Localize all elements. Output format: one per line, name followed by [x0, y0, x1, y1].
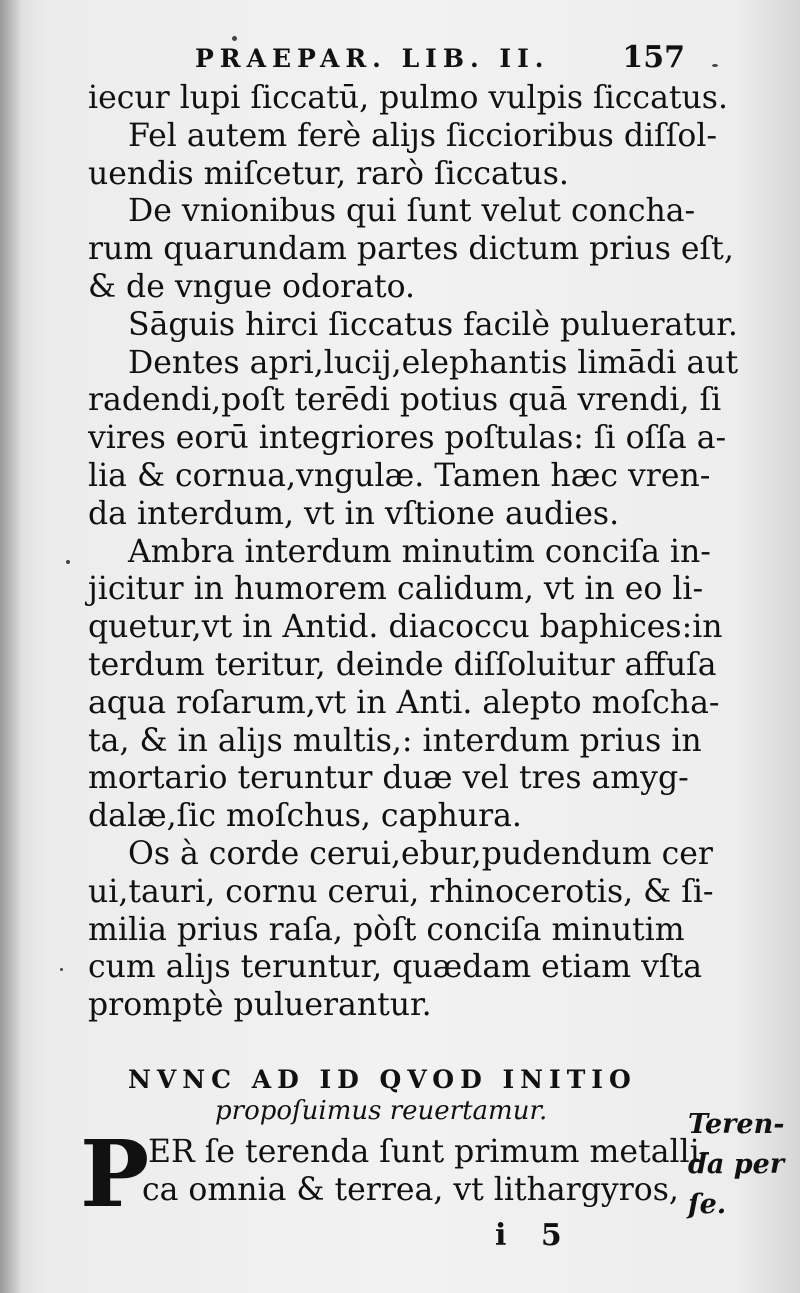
text-line: De vnionibus qui ſunt velut concha- [128, 193, 696, 230]
body-text [88, 80, 739, 1025]
section-heading: NVNC AD ID QVOD INITIO [128, 1065, 637, 1094]
text-line: Os à corde cerui,ebur,pudendum cer [128, 835, 713, 872]
text-line: terdum teritur, deinde diſſoluitur affuſa [88, 646, 717, 683]
text-line: rum quarundam partes dictum prius eſt, [88, 231, 734, 268]
marginal-note-line: ſe. [688, 1189, 727, 1220]
signature-mark: i 5 [495, 1218, 574, 1253]
text-line: iecur lupi ſiccatū, pulmo vulpis ſiccatus. [88, 80, 728, 116]
page-number: 157 [622, 40, 685, 75]
text-line: da interdum, vt in vſtione audies. [88, 495, 620, 532]
text-line: aqua roſarum,vt in Anti. alepto moſcha- [88, 684, 720, 721]
ink-speck [60, 968, 63, 971]
ink-speck [66, 560, 70, 564]
text-line: vires eorū integriores poſtulas: ſi oſſa a- [88, 420, 727, 457]
text-line: radendi,poſt terēdi potius quā vrendi, ſi [88, 382, 722, 419]
text-line: & de vngue odorato. [88, 268, 416, 305]
marginal-note [688, 1105, 788, 1225]
gutter-shadow [0, 0, 22, 1293]
text-line: ta, & in aliȷs multis,: interdum prius in [88, 722, 702, 759]
text-line: Fel autem ferè aliȷs ſiccioribus diſſol- [128, 117, 718, 154]
text-line: Ambra interdum minutim conciſa in- [128, 533, 711, 570]
section-subheading: propoſuimus reuertamur. [215, 1096, 548, 1126]
text-line: milia prius raſa, pòſt conciſa minutim [88, 911, 685, 948]
ink-speck [712, 64, 718, 67]
text-line: uendis miſcetur, rarò ſiccatus. [88, 155, 569, 192]
text-line: cum aliȷs teruntur, quædam etiam vſta [88, 949, 703, 986]
text-line: dalæ,ſic moſchus, caphura. [88, 798, 522, 835]
text-line: mortario teruntur duæ vel tres amyg- [88, 760, 689, 797]
paragraph-line: ER ſe terenda ſunt primum metalli- [148, 1134, 711, 1170]
running-head-title: PRAEPAR. LIB. II. [195, 44, 550, 73]
text-line: lia & cornua,vngulæ. Tamen hæc vren- [88, 457, 711, 494]
text-line: Dentes apri,lucij,elephantis limādi aut [128, 344, 739, 381]
marginal-note-line: Teren- [688, 1109, 785, 1140]
text-line: ui,tauri, cornu cerui, rhinocerotis, & ſi- [88, 873, 714, 910]
text-line: quetur,vt in Antid. diacoccu baphices:in [88, 609, 723, 646]
text-line: Sāguis hirci ſiccatus facilè pulueratur. [128, 306, 738, 343]
marginal-note-line: da per [688, 1149, 785, 1180]
drop-cap: P [80, 1120, 150, 1228]
text-line: promptè puluerantur. [88, 987, 432, 1024]
paragraph-line: ca omnia & terrea, vt lithargyros, [142, 1172, 679, 1208]
ink-speck [232, 36, 237, 41]
text-line: jicitur in humorem calidum, vt in eo li- [88, 571, 704, 608]
running-head [195, 40, 685, 80]
